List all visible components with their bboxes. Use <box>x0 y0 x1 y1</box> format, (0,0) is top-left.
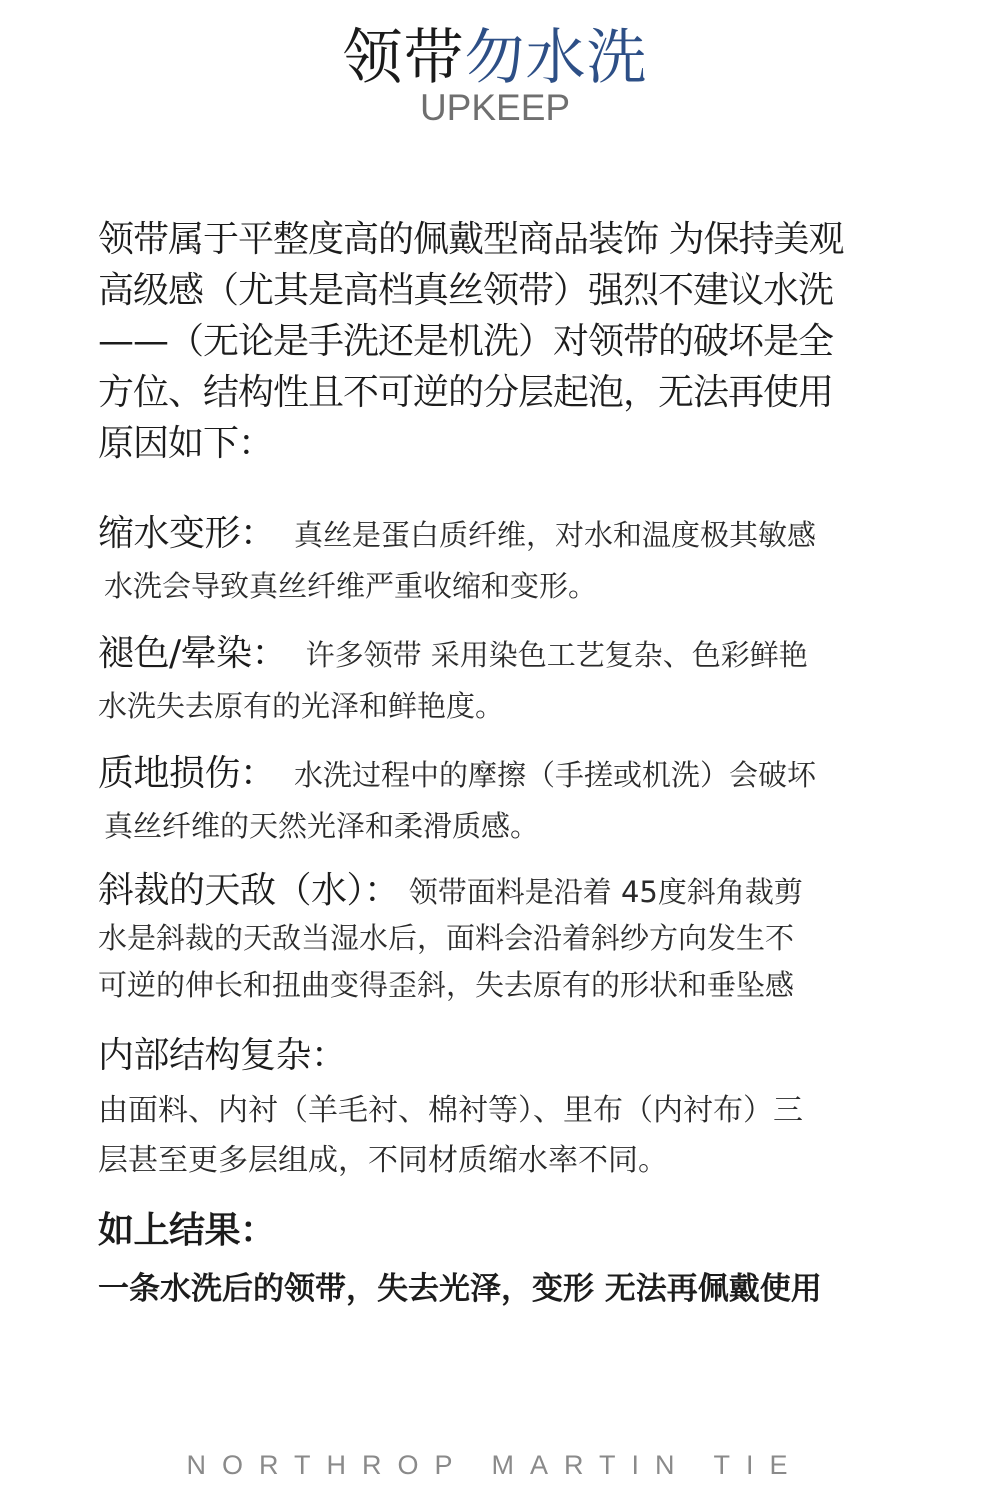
intro-line: 高级感（尤其是高档真丝领带）强烈不建议水洗 <box>98 270 834 311</box>
section-heading: 质地损伤： <box>98 753 276 794</box>
section-text: 水洗失去原有的光泽和鲜艳度。 <box>98 689 505 723</box>
intro-line: 领带属于平整度高的佩戴型商品装饰 为保持美观 <box>98 219 844 260</box>
section-texture <box>98 748 918 852</box>
section-heading: 如上结果： <box>98 1210 276 1251</box>
section-shrink <box>98 508 918 612</box>
intro-paragraph <box>98 214 918 469</box>
section-text: 水洗会导致真丝纤维严重收缩和变形。 <box>104 569 598 603</box>
section-text: 水洗过程中的摩擦（手搓或机洗）会破坏 <box>293 758 816 792</box>
section-text: 由面料、内衬（羊毛衬、棉衬等）、里布（内衬布）三 <box>98 1093 803 1128</box>
section-result <box>98 1206 918 1314</box>
page-subtitle: UPKEEP <box>419 87 571 128</box>
page-title-part2: 勿水洗 <box>464 23 648 93</box>
result-text: 一条水洗后的领带，失去光泽，变形 无法再佩戴使用 <box>98 1271 822 1307</box>
section-text: 层甚至更多层组成，不同材质缩水率不同。 <box>98 1143 668 1178</box>
section-bias-cut <box>98 866 918 1009</box>
section-heading: 缩水变形： <box>98 513 276 554</box>
section-text: 可逆的伸长和扭曲变得歪斜，失去原有的形状和垂坠感 <box>98 968 795 1002</box>
page-title-part1: 领带 <box>342 23 465 93</box>
intro-line: 方位、结构性且不可逆的分层起泡，无法再使用 <box>98 372 834 413</box>
section-text: 水是斜裁的天敌当湿水后，面料会沿着斜纱方向发生不 <box>98 921 795 955</box>
brand-footer: NORTHROP MARTIN TIE <box>186 1450 804 1480</box>
section-heading: 斜裁的天敌（水）： <box>98 870 400 911</box>
section-heading: 内部结构复杂： <box>98 1035 347 1076</box>
section-text: 真丝是蛋白质纤维，对水和温度极其敏感 <box>293 518 816 552</box>
intro-line: 原因如下： <box>98 423 274 464</box>
section-heading: 褪色/晕染： <box>98 633 288 674</box>
section-text: 领带面料是沿着 45度斜角裁剪 <box>408 875 803 909</box>
page-title <box>0 22 990 94</box>
section-text: 真丝纤维的天然光泽和柔滑质感。 <box>104 809 540 843</box>
section-structure <box>98 1030 918 1186</box>
intro-line: ——（无论是手洗还是机洗）对领带的破坏是全 <box>98 321 834 362</box>
section-text: 许多领带 采用染色工艺复杂、色彩鲜艳 <box>305 638 808 672</box>
section-fading <box>98 628 918 732</box>
